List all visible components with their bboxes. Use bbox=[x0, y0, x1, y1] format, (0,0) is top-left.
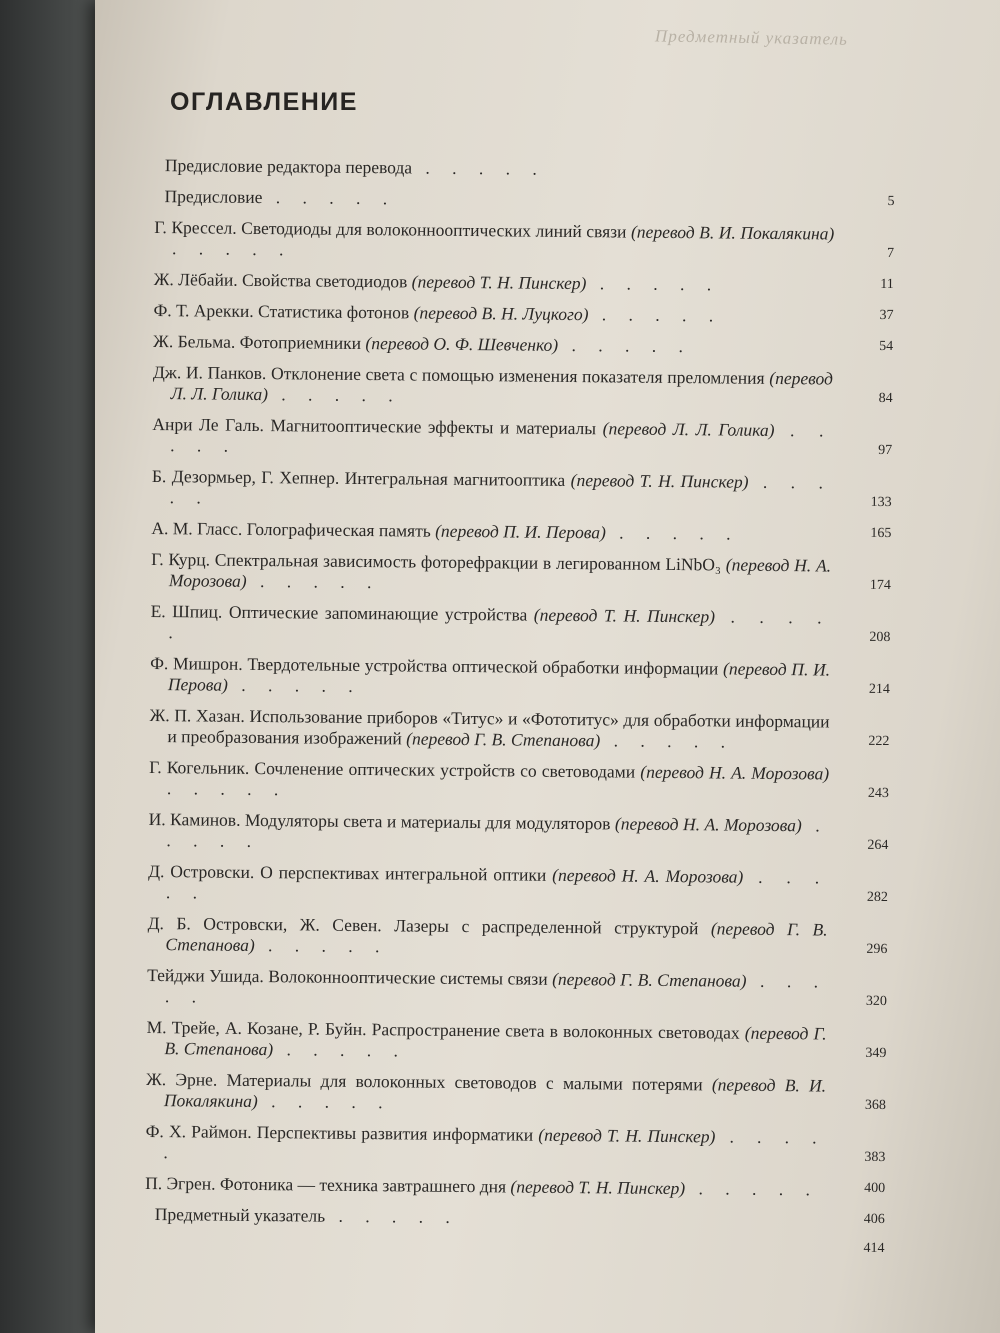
leader-dots: . . . . . bbox=[262, 187, 397, 209]
entry-author: Д. Б. Островски, Ж. Севен. bbox=[147, 912, 382, 936]
table-of-contents bbox=[144, 155, 894, 1259]
toc-entry bbox=[150, 653, 890, 702]
leader-dots: . . . . . bbox=[254, 934, 389, 957]
leader-dots: . . . . . bbox=[273, 1039, 408, 1061]
entry-page-number: 349 bbox=[865, 1045, 887, 1062]
entry-page-number: 84 bbox=[878, 390, 893, 407]
toc-entry bbox=[154, 217, 894, 266]
entry-title: Фотоника — техника завтрашнего дня bbox=[219, 1173, 507, 1197]
entry-author: Тейджи Ушида. bbox=[147, 964, 264, 987]
toc-entry bbox=[149, 705, 889, 754]
entry-translator: (перевод П. И. Перова) bbox=[167, 658, 831, 695]
toc-entry bbox=[151, 549, 891, 598]
toc-entry bbox=[145, 1121, 885, 1170]
leader-dots: . . . . . bbox=[412, 157, 546, 179]
entry-page-number: 406 bbox=[863, 1211, 885, 1228]
toc-entry bbox=[153, 331, 893, 359]
toc-entry bbox=[155, 155, 895, 183]
toc-entry bbox=[152, 414, 892, 463]
entry-translator: (перевод Г. В. Степанова) bbox=[552, 968, 747, 991]
toc-entry bbox=[150, 601, 890, 650]
leader-dots: . . . . . bbox=[685, 1178, 820, 1200]
toc-entry bbox=[151, 518, 891, 546]
entry-author: Б. Дезормьер, Г. Хепнер. bbox=[151, 465, 340, 488]
entry-author: Ф. Х. Раймон. bbox=[145, 1120, 252, 1142]
entry-page-number: 296 bbox=[866, 941, 888, 958]
entry-author: И. Каминов. bbox=[148, 808, 241, 830]
entry-translator: (перевод В. И. Покалякина) bbox=[630, 221, 835, 244]
entry-page-number: 214 bbox=[868, 681, 890, 698]
leader-dots: . . . . . bbox=[172, 238, 293, 260]
entry-page-number: 5 bbox=[887, 194, 895, 210]
entry-page-number: 11 bbox=[880, 276, 894, 293]
entry-page-number: 133 bbox=[870, 494, 892, 511]
toc-entry bbox=[148, 809, 888, 858]
entry-title: Распространение света в волоконных световодах bbox=[371, 1019, 740, 1043]
leader-dots: . . . . . bbox=[165, 866, 829, 903]
leader-dots: . . . . . bbox=[558, 334, 692, 357]
entry-author: Ж. Бельма. bbox=[153, 330, 236, 352]
entry-author: Е. Шпиц. bbox=[150, 600, 223, 622]
leader-dots: . . . . . bbox=[227, 674, 362, 697]
leader-dots: . . . . . bbox=[168, 606, 831, 643]
entry-title: Свойства светодиодов bbox=[241, 269, 408, 292]
bleed-through-header: Предметный указатель bbox=[654, 26, 849, 49]
entry-title: Фотоприемники bbox=[239, 331, 362, 353]
entry-author: Ж. Лёбайи. bbox=[153, 268, 238, 290]
toc-entry bbox=[154, 269, 894, 297]
entry-title: Спектральная зависимость фоторефракции в легированном LiNbO₃ bbox=[214, 549, 722, 575]
leader-dots: . . . . . bbox=[600, 730, 735, 752]
entry-page-number: 383 bbox=[864, 1149, 886, 1166]
leader-dots: . . . . . bbox=[164, 970, 828, 1007]
entry-author: М. Трейе, А. Козане, Р. Буйн. bbox=[146, 1016, 367, 1040]
leader-dots: . . . . . bbox=[257, 1091, 392, 1113]
toc-entry bbox=[146, 1069, 886, 1118]
entry-translator: (перевод Г. В. Степанова) bbox=[165, 918, 828, 955]
entry-title: Материалы для волоконных световодов с малыми потерями bbox=[226, 1069, 703, 1095]
entry-title: Предисловие редактора перевода bbox=[164, 155, 413, 178]
entry-title: Волоконнооптические системы связи bbox=[268, 966, 548, 989]
entry-page-number: 208 bbox=[869, 629, 891, 646]
entry-author: Д. Островски. bbox=[148, 860, 255, 882]
toc-entry bbox=[148, 861, 888, 910]
entry-translator: (перевод П. И. Перова) bbox=[435, 520, 606, 543]
leader-dots: . . . . . bbox=[163, 1126, 826, 1163]
leader-dots: . . . . . bbox=[169, 471, 832, 508]
entry-translator: (перевод В. Н. Луцкого) bbox=[413, 302, 589, 325]
toc-entry bbox=[145, 1173, 885, 1201]
entry-author: Г. Курц. bbox=[151, 548, 211, 570]
leader-dots: . . . . . bbox=[586, 273, 721, 295]
entry-title: Сочленение оптических устройств со световодами bbox=[254, 757, 636, 782]
entry-title: Использование приборов «Титус» и «Фототитус» для обработки информации и преобразования изображений bbox=[167, 705, 830, 749]
entry-page-number: 97 bbox=[878, 442, 893, 459]
entry-translator: (перевод Н. А. Морозова) bbox=[614, 813, 802, 836]
leader-dots: . . . . . bbox=[246, 570, 381, 593]
entry-title: Отклонение света с помощью изменения показателя преломления bbox=[270, 363, 765, 388]
entry-author: Ж. П. Хазан. bbox=[149, 704, 245, 726]
entry-translator: (перевод Т. Н. Пинскер) bbox=[538, 1124, 716, 1147]
page-title: ОГЛАВЛЕНИЕ bbox=[170, 88, 358, 116]
entry-translator: (перевод Н. А. Морозова) bbox=[168, 554, 832, 591]
entry-title: Магнитооптические эффекты и материалы bbox=[270, 415, 597, 439]
entry-page-number: 282 bbox=[866, 889, 888, 906]
toc-entry bbox=[145, 1204, 885, 1232]
toc-entry bbox=[155, 186, 895, 214]
toc-entry bbox=[147, 913, 887, 962]
entry-page-number: 174 bbox=[869, 577, 891, 594]
entry-translator: (перевод Л. Л. Голика) bbox=[170, 367, 833, 405]
entry-translator: (перевод Г. В. Степанова) bbox=[164, 1022, 827, 1060]
entry-title: Предметный указатель bbox=[154, 1204, 326, 1226]
entry-page-number: 368 bbox=[864, 1097, 886, 1114]
entry-translator: (перевод О. Ф. Шевченко) bbox=[365, 333, 559, 355]
entry-title: Предисловие bbox=[164, 186, 263, 208]
book-page bbox=[95, 0, 1000, 1333]
entry-page-number: 243 bbox=[867, 785, 889, 802]
entry-translator: (перевод В. И. Покалякина) bbox=[163, 1074, 827, 1112]
entry-page-number: 54 bbox=[879, 338, 894, 355]
entry-title: Светодиоды для волоконнооптических линий связи bbox=[241, 217, 627, 242]
entry-author: П. Эгрен. bbox=[145, 1172, 216, 1194]
leader-dots: . . . . . bbox=[166, 815, 829, 852]
leader-dots: . . . . . bbox=[166, 778, 288, 800]
toc-entry bbox=[153, 300, 893, 328]
entry-page-number: 165 bbox=[870, 525, 892, 542]
leader-dots: . . . . . bbox=[325, 1205, 459, 1227]
entry-translator: (перевод Н. А. Морозова) bbox=[640, 761, 830, 784]
entry-author: Анри Ле Галь. bbox=[152, 413, 264, 436]
entry-translator: (перевод Т. Н. Пинскер) bbox=[411, 271, 587, 294]
entry-author: Ж. Эрне. bbox=[146, 1068, 218, 1090]
leader-dots: . . . . . bbox=[605, 522, 740, 544]
entry-title: Твердотельные устройства оптической обработки информации bbox=[247, 653, 719, 679]
entry-author: Ф. Мишрон. bbox=[150, 652, 243, 674]
entry-translator: (перевод Л. Л. Голика) bbox=[602, 418, 775, 440]
entry-title: Лазеры с распределенной структурой bbox=[394, 915, 699, 939]
entry-author: А. М. Гласс. bbox=[151, 517, 243, 539]
entry-page-number: 320 bbox=[865, 993, 887, 1010]
entry-title: Статистика фотонов bbox=[257, 300, 410, 323]
entry-translator: (перевод Г. В. Степанова) bbox=[406, 728, 601, 751]
toc-entry bbox=[149, 757, 889, 806]
toc-entry bbox=[147, 965, 887, 1014]
leader-dots: . . . . . bbox=[588, 304, 723, 326]
entry-translator: (перевод Н. А. Морозова) bbox=[552, 864, 744, 887]
entry-page-number: 400 bbox=[864, 1180, 886, 1197]
entry-translator: (перевод Т. Н. Пинскер) bbox=[570, 470, 749, 492]
entry-translator: (перевод Т. Н. Пинскер) bbox=[533, 604, 716, 627]
leader-dots: . . . . . bbox=[170, 419, 833, 456]
entry-author: Ф. Т. Арекки. bbox=[153, 299, 254, 321]
extra-page-number: 414 bbox=[863, 1240, 885, 1257]
entry-title: Перспективы развития информатики bbox=[256, 1122, 534, 1145]
entry-title: Интегральная магнитооптика bbox=[344, 467, 566, 490]
entry-page-number: 7 bbox=[887, 246, 895, 262]
leader-dots: . . . . . bbox=[267, 384, 402, 406]
entry-title: Модуляторы света и материалы для модуляторов bbox=[244, 809, 611, 834]
entry-translator: (перевод Т. Н. Пинскер) bbox=[510, 1176, 686, 1199]
entry-title: Оптические запоминающие устройства bbox=[228, 601, 528, 625]
entry-author: Г. Крессел. bbox=[154, 216, 237, 238]
toc-entry bbox=[152, 466, 892, 515]
toc-entry bbox=[146, 1017, 886, 1066]
entry-page-number: 222 bbox=[868, 733, 890, 750]
entry-author: Г. Когельник. bbox=[149, 756, 250, 778]
entry-title: О перспективах интегральной оптики bbox=[260, 862, 547, 885]
entry-page-number: 264 bbox=[867, 837, 889, 854]
toc-entry bbox=[153, 362, 893, 411]
entry-author: Дж. И. Панков. bbox=[152, 361, 267, 384]
entry-page-number: 37 bbox=[879, 307, 894, 324]
entry-title: Голографическая память bbox=[246, 518, 431, 541]
